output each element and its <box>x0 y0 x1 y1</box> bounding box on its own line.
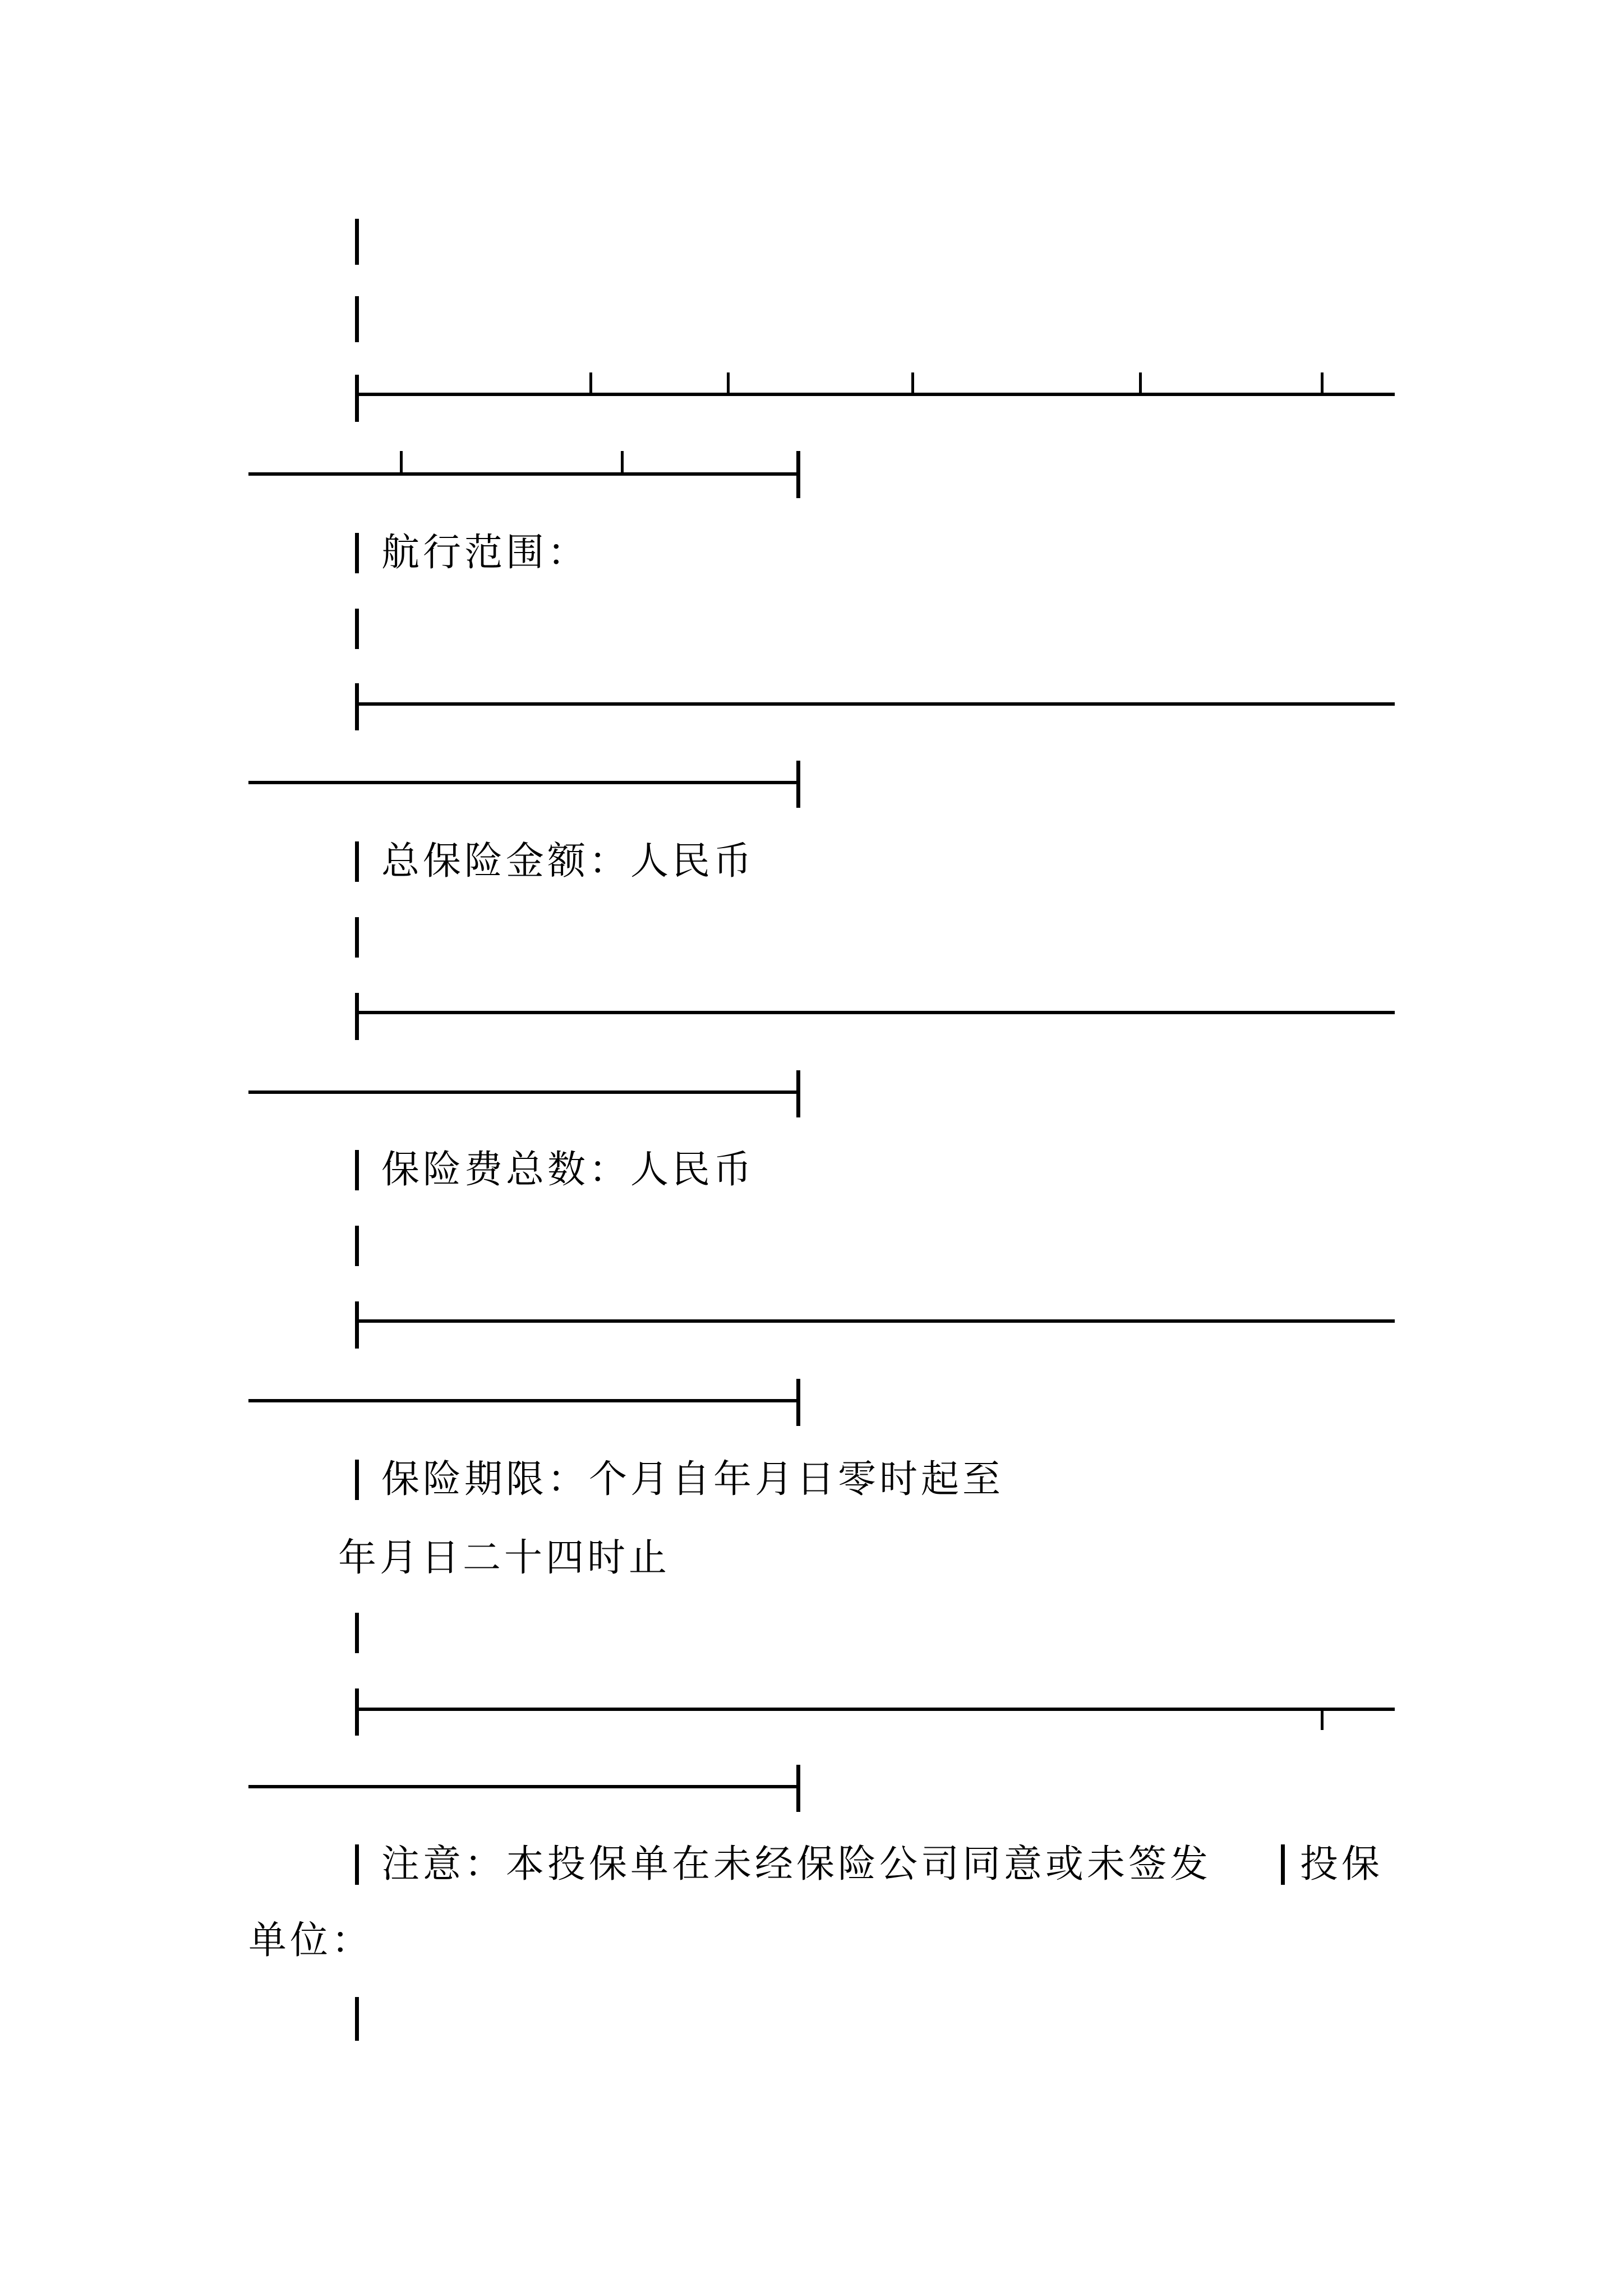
row-separator-line <box>359 1011 1395 1014</box>
border-vertical-segment <box>355 1226 359 1266</box>
total-premium-label: 保险费总数：人民币 <box>381 1148 755 1192</box>
field-left-border <box>355 841 359 882</box>
border-vertical-segment <box>355 296 359 342</box>
row-separator-left-edge <box>355 1301 359 1349</box>
notice-text: 注意：本投保单在未经保险公司同意或未签发 <box>381 1842 1212 1887</box>
navigation-range-label: 航行范围： <box>381 531 589 575</box>
applicant-label: 投保 <box>1300 1842 1384 1887</box>
column-tick <box>911 372 914 395</box>
column-tick <box>400 451 403 475</box>
row-separator-left-edge <box>355 683 359 730</box>
column-tick <box>1139 372 1142 395</box>
row-separator-line <box>359 1319 1395 1323</box>
column-divider <box>1281 1844 1285 1885</box>
row-separator-right-edge <box>796 1070 800 1117</box>
field-left-border <box>355 1460 359 1500</box>
row-separator-continuation <box>248 1091 800 1094</box>
row-separator-right-edge <box>796 761 800 808</box>
row-separator-continuation <box>248 781 800 784</box>
column-tick <box>1321 372 1324 395</box>
border-vertical-segment <box>355 917 359 958</box>
row-separator-continuation <box>248 1399 800 1402</box>
column-tick <box>727 372 730 395</box>
row-separator-right-edge <box>796 1379 800 1426</box>
field-left-border <box>355 533 359 573</box>
row-separator-line <box>359 393 1395 396</box>
column-tick <box>1321 1708 1324 1730</box>
row-separator-right-edge <box>796 1765 800 1812</box>
border-vertical-segment <box>355 609 359 649</box>
applicant-label-continued: 单位： <box>248 1918 374 1963</box>
row-separator-line <box>359 702 1395 706</box>
total-insured-amount-label: 总保险金额：人民币 <box>381 839 755 884</box>
row-separator-left-edge <box>355 375 359 422</box>
insurance-period-label-continued: 年月日二十四时止 <box>338 1536 671 1580</box>
row-separator-left-edge <box>355 1688 359 1736</box>
row-separator-continuation <box>248 472 800 476</box>
border-vertical-segment <box>355 1997 359 2041</box>
field-left-border <box>355 1150 359 1190</box>
row-separator-continuation <box>248 1785 800 1788</box>
insurance-period-label: 保险期限：个月自年月日零时起至 <box>381 1457 1004 1502</box>
row-separator-line <box>359 1708 1395 1711</box>
column-tick <box>621 451 624 475</box>
row-separator-right-edge <box>796 451 800 498</box>
column-tick <box>589 372 592 395</box>
border-vertical-segment <box>355 219 359 265</box>
border-vertical-segment <box>355 1613 359 1653</box>
field-left-border <box>355 1844 359 1885</box>
row-separator-left-edge <box>355 993 359 1040</box>
